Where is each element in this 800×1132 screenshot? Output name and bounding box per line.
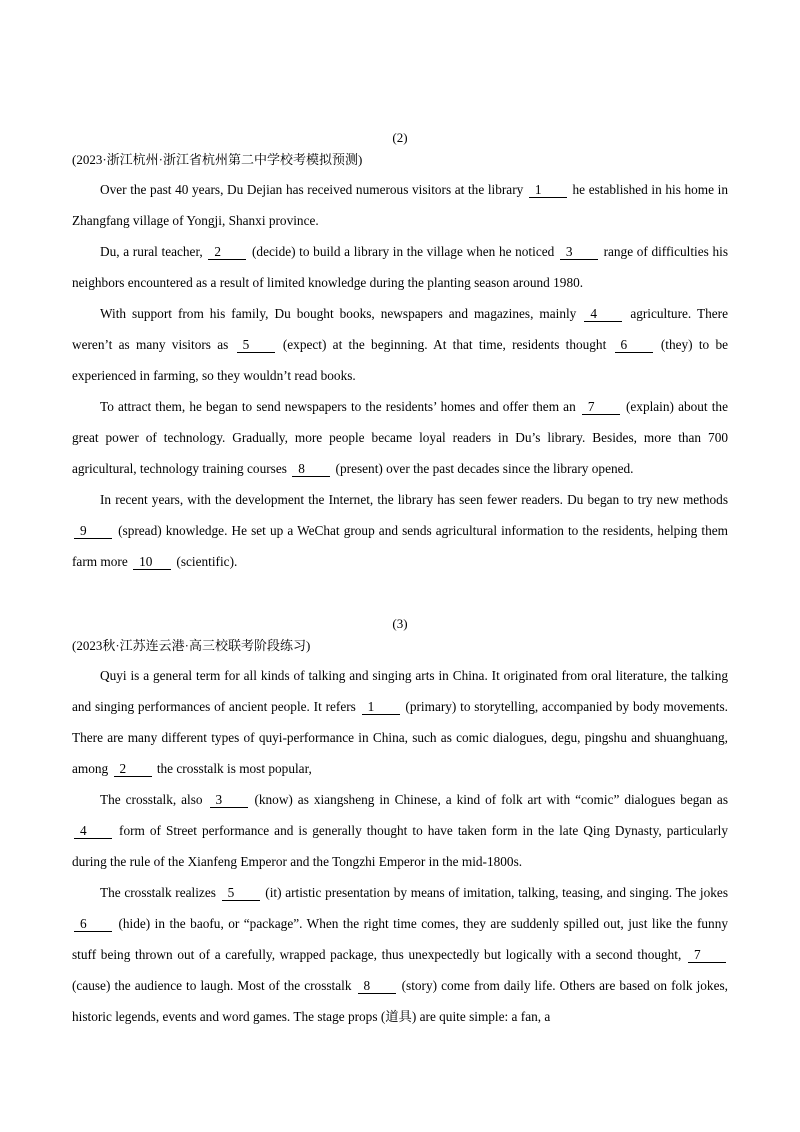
- answer-blank[interactable]: 5: [237, 337, 275, 353]
- answer-blank[interactable]: 1: [529, 182, 567, 198]
- paragraph: [72, 877, 728, 1032]
- passage-section-2: [72, 130, 728, 577]
- paragraph: [72, 174, 728, 236]
- paragraph-text: range of difficulties his neighbors encountered as a result of limited knowledge during the planting season around 1980.: [72, 244, 728, 290]
- paragraph: [72, 298, 728, 391]
- paragraph-text: Over the past 40 years, Du Dejian has received numerous visitors at the library: [100, 182, 527, 197]
- paragraph-text: With support from his family, Du bought books, newspapers and magazines, mainly: [100, 306, 583, 321]
- paragraph-text: he established in his home in Zhangfang village of Yongji, Shanxi province.: [72, 182, 728, 228]
- paragraph-text: (decide) to build a library in the village when he noticed: [248, 244, 558, 259]
- answer-blank[interactable]: 5: [222, 885, 260, 901]
- paragraph-text: (it) artistic presentation by means of imitation, talking, teasing, and singing. The jokes: [261, 885, 728, 900]
- answer-blank[interactable]: 7: [688, 947, 726, 963]
- passage-body: [72, 174, 728, 577]
- paragraph-text: (story) come from daily life. Others are based on folk jokes, historic legends, events and word games. The stage props (道具) are quite simple: a fan, a: [72, 978, 728, 1024]
- answer-blank[interactable]: 4: [74, 823, 112, 839]
- answer-blank[interactable]: 1: [362, 699, 400, 715]
- paragraph: [72, 484, 728, 577]
- paragraph: [72, 660, 728, 784]
- answer-blank[interactable]: 8: [358, 978, 396, 994]
- paragraph-text: In recent years, with the development the Internet, the library has seen fewer readers. Du began to try new methods: [100, 492, 728, 507]
- source-citation: (2023·浙江杭州·浙江省杭州第二中学校考模拟预测): [72, 152, 363, 167]
- paragraph-text: (know) as xiangsheng in Chinese, a kind of folk art with “comic” dialogues began as: [249, 792, 728, 807]
- answer-blank[interactable]: 4: [584, 306, 622, 322]
- paragraph-text: The crosstalk, also: [100, 792, 208, 807]
- answer-blank[interactable]: 7: [582, 399, 620, 415]
- section-label: (3): [392, 616, 408, 631]
- passage-body: [72, 660, 728, 1032]
- paragraph: [72, 784, 728, 877]
- source-citation: (2023秋·江苏连云港·高三校联考阶段练习): [72, 638, 311, 653]
- answer-blank[interactable]: 3: [560, 244, 598, 260]
- paragraph-text: To attract them, he began to send newspapers to the residents’ homes and offer them an: [100, 399, 580, 414]
- section-label: (2): [392, 130, 408, 145]
- document-page: [72, 0, 728, 1132]
- paragraph: [72, 391, 728, 484]
- paragraph-text: (scientific).: [173, 554, 238, 569]
- paragraph-text: (present) over the past decades since the library opened.: [332, 461, 634, 476]
- paragraph-text: (spread) knowledge. He set up a WeChat group and sends agricultural information to the residents, helping them farm more: [72, 523, 728, 569]
- paragraph: [72, 236, 728, 298]
- paragraph-text: agriculture. There weren’t as many visitors as: [72, 306, 728, 352]
- paragraph-text: form of Street performance and is generally thought to have taken form in the late Qing Dynasty, particularly during the rule of the Xianfeng Emperor and the Tongzhi Emperor in the mid-1800s.: [72, 823, 728, 869]
- paragraph-text: (explain) about the great power of technology. Gradually, more people became loyal readers in Du’s library. Besides, more than 700 agricultural, technology training courses: [72, 399, 728, 476]
- paragraph-text: (they) to be experienced in farming, so they wouldn’t read books.: [72, 337, 729, 383]
- answer-blank[interactable]: 9: [74, 523, 112, 539]
- answer-blank[interactable]: 10: [133, 554, 171, 570]
- answer-blank[interactable]: 3: [210, 792, 248, 808]
- paragraph-text: Quyi is a general term for all kinds of talking and singing arts in China. It originated from oral literature, the talking and singing performances of ancient people. It refers: [72, 668, 728, 714]
- paragraph-text: (primary) to storytelling, accompanied by body movements. There are many different types of quyi-performance in China, such as comic dialogues, degu, pingshu and shuanghuang, among: [72, 699, 728, 776]
- paragraph-text: the crosstalk is most popular,: [153, 761, 312, 776]
- answer-blank[interactable]: 6: [615, 337, 653, 353]
- passage-section-3: [72, 616, 728, 1032]
- paragraph-text: (hide) in the baofu, or “package”. When the right time comes, they are suddenly spilled out, just like the funny stuff being thrown out of a carefully, wrapped package, thus unexpectedly but logically with a second thought,: [72, 916, 728, 962]
- answer-blank[interactable]: 2: [114, 761, 152, 777]
- paragraph-text: (expect) at the beginning. At that time, residents thought: [276, 337, 613, 352]
- paragraph-text: (cause) the audience to laugh. Most of the crosstalk: [72, 978, 356, 993]
- paragraph-text: Du, a rural teacher,: [100, 244, 207, 259]
- answer-blank[interactable]: 2: [208, 244, 246, 260]
- answer-blank[interactable]: 8: [292, 461, 330, 477]
- answer-blank[interactable]: 6: [74, 916, 112, 932]
- paragraph-text: The crosstalk realizes: [100, 885, 220, 900]
